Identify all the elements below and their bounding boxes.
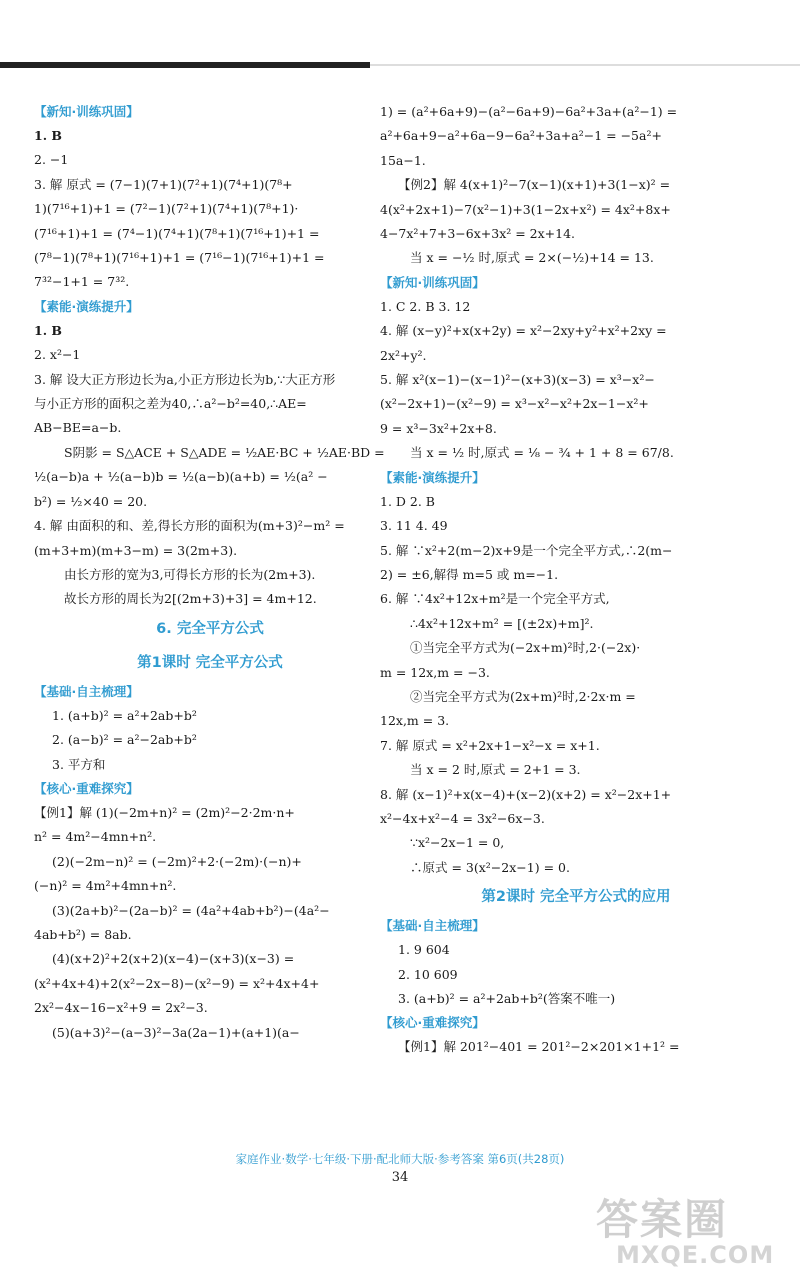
answer-line: 7³²−1+1 = 7³².	[34, 274, 130, 290]
answer-line: 故长方形的周长为2[(2m+3)+3] = 4m+12.	[64, 591, 317, 607]
answer-line: 1) = (a²+6a+9)−(a²−6a+9)−6a²+3a+(a²−1) =	[380, 104, 678, 119]
answer-line: (−n)² = 4m²+4mn+n².	[34, 878, 177, 894]
answer-line: 7. 解 原式 = x²+2x+1−x²−x = x+1.	[380, 737, 600, 753]
answer-line: 2. (a−b)² = a²−2ab+b²	[52, 732, 197, 748]
answer-line: x²−4x+x²−4 = 3x²−6x−3.	[380, 810, 545, 826]
answer-line: n² = 4m²−4mn+n².	[34, 829, 157, 845]
answer-line: (x²+4x+4)+2(x²−2x−8)−(x²−9) = x²+4x+4+	[34, 975, 320, 991]
answer-line: 由长方形的宽为3,可得长方形的长为(2m+3).	[64, 566, 316, 582]
answer-line: 【例1】解 (1)(−2m+n)² = (2m)²−2·2m·n+	[34, 804, 295, 820]
answer-line: 15a−1.	[380, 152, 426, 168]
lesson-title: 第1课时 完全平方公式	[137, 654, 283, 671]
answer-line: 当 x = −½ 时,原式 = 2×(−½)+14 = 13.	[410, 250, 654, 266]
page-number: 34	[391, 1170, 409, 1185]
section-heading: 【素能·演练提升】	[34, 298, 139, 314]
answer-line: 5. 解 ∵x²+2(m−2)x+9是一个完全平方式,∴2(m−	[380, 542, 673, 558]
watermark	[596, 1185, 796, 1270]
answer-line: m = 12x,m = −3.	[380, 664, 490, 680]
answer-line: 8. 解 (x−1)²+x(x−4)+(x−2)(x+2) = x²−2x+1+	[380, 786, 672, 802]
answer-line: 4. 解 (x−y)²+x(x+2y) = x²−2xy+y²+x²+2xy =	[380, 323, 667, 339]
answer-line: 2. −1	[34, 152, 69, 168]
answer-line: (m+3+m)(m+3−m) = 3(2m+3).	[34, 542, 238, 558]
answer-line: 2. x²−1	[34, 347, 81, 363]
answer-line: ∴原式 = 3(x²−2x−1) = 0.	[410, 859, 570, 875]
top-rule-light	[370, 64, 800, 66]
right-column	[380, 100, 772, 1060]
answer-line: (3)(2a+b)²−(2a−b)² = (4a²+4ab+b²)−(4a²−	[52, 902, 330, 918]
answer-line: 1)(7¹⁶+1)+1 = (7²−1)(7²+1)(7⁴+1)(7⁸+1)·	[34, 201, 299, 217]
watermark-logo: 答案圈	[596, 1195, 729, 1244]
answer-line: 1. 9 604	[398, 942, 450, 958]
answer-line: 1. B	[34, 322, 62, 338]
watermark-url: MXQE.COM	[616, 1241, 775, 1269]
answer-line: (x²−2x+1)−(x²−9) = x³−x²−x²+2x−1−x²+	[380, 396, 649, 412]
answer-line: ①当完全平方式为(−2x+m)²时,2·(−2x)·	[410, 640, 641, 656]
answer-line: ②当完全平方式为(2x+m)²时,2·2x·m =	[410, 688, 636, 704]
answer-line: 12x,m = 3.	[380, 713, 450, 729]
answer-line: ∵x²−2x−1 = 0,	[410, 835, 505, 851]
answer-line: 2) = ±6,解得 m=5 或 m=−1.	[380, 566, 559, 582]
top-rule	[0, 62, 370, 68]
section-heading: 【素能·演练提升】	[380, 469, 485, 485]
answer-line: S阴影 = S△ACE + S△ADE = ½AE·BC + ½AE·BD =	[64, 444, 385, 460]
answer-line: (7⁸−1)(7⁸+1)(7¹⁶+1)+1 = (7¹⁶−1)(7¹⁶+1)+1 =	[34, 250, 325, 266]
answer-line: 4. 解 由面积的和、差,得长方形的面积为(m+3)²−m² =	[34, 518, 345, 534]
answer-line: ∴4x²+12x+m² = [(±2x)+m]².	[410, 615, 594, 631]
answer-line: 6. 解 ∵4x²+12x+m²是一个完全平方式,	[380, 591, 610, 607]
answer-line: 2. 10 609	[398, 966, 458, 982]
answer-line: 9 = x³−3x²+2x+8.	[380, 420, 497, 436]
page-footer: 家庭作业·数学·七年级·下册·配北师大版·参考答案 第6页(共28页)	[235, 1152, 565, 1166]
section-heading: 【基础·自主梳理】	[380, 918, 485, 934]
answer-line: 当 x = ½ 时,原式 = ⅛ − ¾ + 1 + 8 = 67/8.	[410, 445, 674, 461]
answer-line: 4ab+b²) = 8ab.	[34, 926, 132, 942]
section-heading: 【核心·重难探究】	[380, 1015, 485, 1031]
answer-line: 1. (a+b)² = a²+2ab+b²	[52, 707, 197, 723]
lesson-title: 6. 完全平方公式	[156, 620, 264, 637]
section-heading: 【新知·训练巩固】	[34, 104, 139, 119]
answer-line: 2x²−4x−16−x²+9 = 2x²−3.	[34, 1000, 208, 1016]
left-column	[34, 100, 386, 1045]
answer-line: ½(a−b)a + ½(a−b)b = ½(a−b)(a+b) = ½(a² −	[34, 469, 328, 485]
answer-line: (5)(a+3)²−(a−3)²−3a(2a−1)+(a+1)(a−	[52, 1024, 300, 1040]
answer-line: 3. 11 4. 49	[380, 518, 448, 534]
answer-line: 5. 解 x²(x−1)−(x−1)²−(x+3)(x−3) = x³−x²−	[380, 372, 655, 388]
answer-line: (7¹⁶+1)+1 = (7⁴−1)(7⁴+1)(7⁸+1)(7¹⁶+1)+1 =	[34, 225, 320, 241]
lesson-title: 第2课时 完全平方公式的应用	[481, 889, 671, 906]
answer-line: 1. C 2. B 3. 12	[380, 298, 471, 314]
answer-line: 3. (a+b)² = a²+2ab+b²(答案不唯一)	[398, 991, 616, 1006]
answer-line: 1. B	[34, 128, 62, 143]
answer-line: a²+6a+9−a²+6a−9−6a²+3a+a²−1 = −5a²+	[380, 128, 662, 144]
answer-line: (2)(−2m−n)² = (−2m)²+2·(−2m)·(−n)+	[52, 853, 302, 869]
answer-line: AB−BE=a−b.	[34, 420, 122, 436]
answer-line: 2x²+y².	[380, 347, 427, 363]
answer-line: 3. 平方和	[52, 756, 106, 772]
answer-line: 4(x²+2x+1)−7(x²−1)+3(1−2x+x²) = 4x²+8x+	[380, 201, 671, 217]
section-heading: 【核心·重难探究】	[34, 780, 139, 796]
answer-line: 4−7x²+7+3−6x+3x² = 2x+14.	[380, 226, 576, 242]
answer-line: 当 x = 2 时,原式 = 2+1 = 3.	[410, 762, 581, 778]
section-heading: 【新知·训练巩固】	[380, 274, 485, 290]
answer-line: 3. 解 设大正方形边长为a,小正方形边长为b,∵大正方形	[34, 371, 336, 387]
section-heading: 【基础·自主梳理】	[34, 683, 139, 699]
answer-line: b²) = ½×40 = 20.	[34, 493, 148, 509]
answer-line: 【例1】解 201²−401 = 201²−2×201×1+1² =	[398, 1039, 680, 1055]
answer-line: 1. D 2. B	[380, 493, 435, 509]
answer-line: 【例2】解 4(x+1)²−7(x−1)(x+1)+3(1−x)² =	[398, 177, 671, 193]
answer-line: 与小正方形的面积之差为40,∴a²−b²=40,∴AE=	[34, 396, 307, 412]
answer-line: 3. 解 原式 = (7−1)(7+1)(7²+1)(7⁴+1)(7⁸+	[34, 176, 293, 192]
answer-line: (4)(x+2)²+2(x+2)(x−4)−(x+3)(x−3) =	[52, 951, 295, 967]
